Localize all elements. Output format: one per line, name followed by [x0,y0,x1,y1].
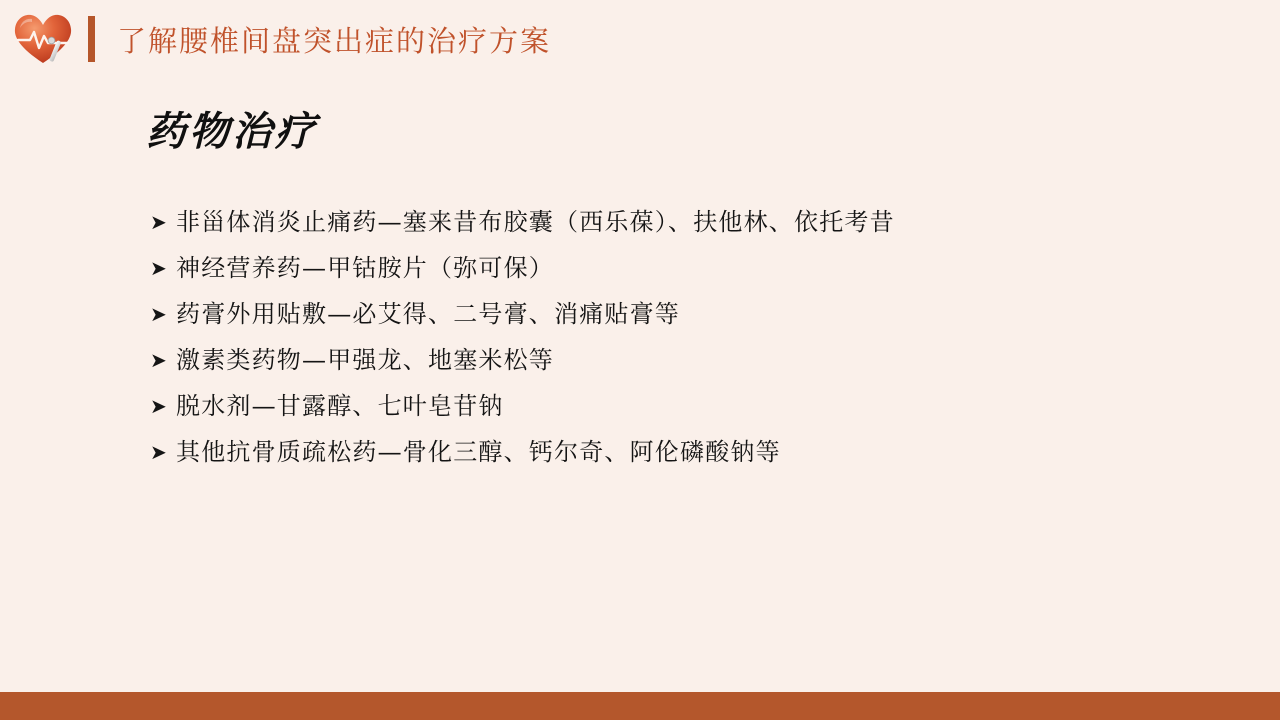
list-item-label: 药膏外用贴敷—必艾得、二号膏、消痛贴膏等 [176,300,680,328]
section-title: 药物治疗 [146,108,318,155]
arrow-bullet-icon: ➤ [150,348,167,372]
arrow-bullet-icon: ➤ [150,210,167,234]
list-item [150,343,1150,377]
list-item [150,297,1150,331]
list-item-label: 非甾体消炎止痛药—塞来昔布胶囊（西乐葆）、扶他林、依托考昔 [176,208,895,236]
bullet-list [150,205,1150,481]
list-item-label: 神经营养药—甲钴胺片（弥可保） [176,254,554,282]
slide-header [0,0,1280,78]
header-accent-bar [88,16,95,62]
list-item [150,435,1150,469]
arrow-bullet-icon: ➤ [150,302,167,326]
list-item-label: 激素类药物—甲强龙、地塞米松等 [176,346,554,374]
page-title: 了解腰椎间盘突出症的治疗方案 [117,23,552,58]
heart-with-ecg-icon [10,10,76,68]
list-item-label: 脱水剂—甘露醇、七叶皂苷钠 [176,392,504,420]
arrow-bullet-icon: ➤ [150,256,167,280]
list-item [150,205,1150,239]
list-item-label: 其他抗骨质疏松药—骨化三醇、钙尔奇、阿伦磷酸钠等 [176,438,781,466]
list-item [150,389,1150,423]
arrow-bullet-icon: ➤ [150,440,167,464]
footer-bar [0,692,1280,720]
arrow-bullet-icon: ➤ [150,394,167,418]
list-item [150,251,1150,285]
